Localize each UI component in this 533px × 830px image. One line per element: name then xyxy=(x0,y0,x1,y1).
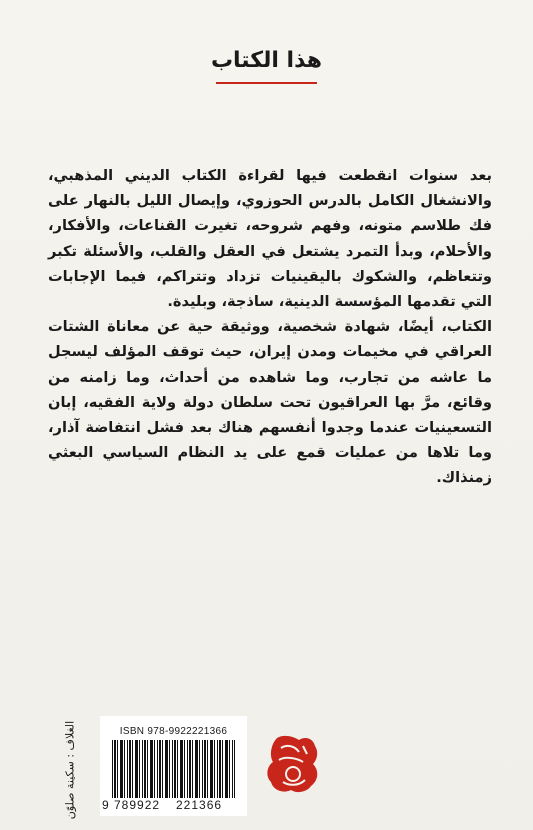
blurb-paragraph-1: بعد سنوات انقطعت فيها لقراءة الكتاب الديني المذهبي، والانشغال الكامل بالدرس الحوزوي، وإيصال الليل بالنهار على فك طلاسم متونه، وفهم شروحه، تغيرت القناعات، والأفكار، والأحلام، وبدأ التمرد يشتعل في العقل والقلب، والأسئلة تكبر وتتعاظم، والشكوك باليقينيات تزداد وتتراكم، فيما الإجابات التي تقدمها المؤسسة الدينية، ساذجة، وبليدة. xyxy=(48,167,492,311)
blurb-paragraph-2: الكتاب، أيضًا، شهادة شخصية، ووثيقة حية عن معاناة الشتات العراقي في مخيمات ومدن إيران، حيث توقف المؤلف ليسجل ما عاشه من تجارب، وما شاهده من أحداث، وما زامنه من وقائع، مرَّ بها العراقيون تحت سلطان دولة ولاية الفقيه، إبان التسعينيات عندما وجدوا أنفسهم هناك بعد فشل انتفاضة آذار، وما تلاها من عمليات قمع على يد النظام السياسي البعثي زمنذاك. xyxy=(48,318,492,487)
publisher-logo-icon xyxy=(263,732,323,796)
barcode-digits-left: 789922 xyxy=(114,798,161,812)
blurb-text xyxy=(48,163,492,491)
title-underline xyxy=(216,82,317,84)
barcode-digit-lead: 9 xyxy=(102,798,109,812)
page-title: هذا الكتاب xyxy=(210,48,323,73)
barcode-digits-right: 221366 xyxy=(176,798,223,812)
isbn-barcode xyxy=(100,716,247,816)
barcode-bars xyxy=(112,740,235,798)
isbn-label: ISBN 978-9922221366 xyxy=(119,726,228,737)
cover-credit: الغلاف : سكينة صلوّن xyxy=(63,720,77,820)
